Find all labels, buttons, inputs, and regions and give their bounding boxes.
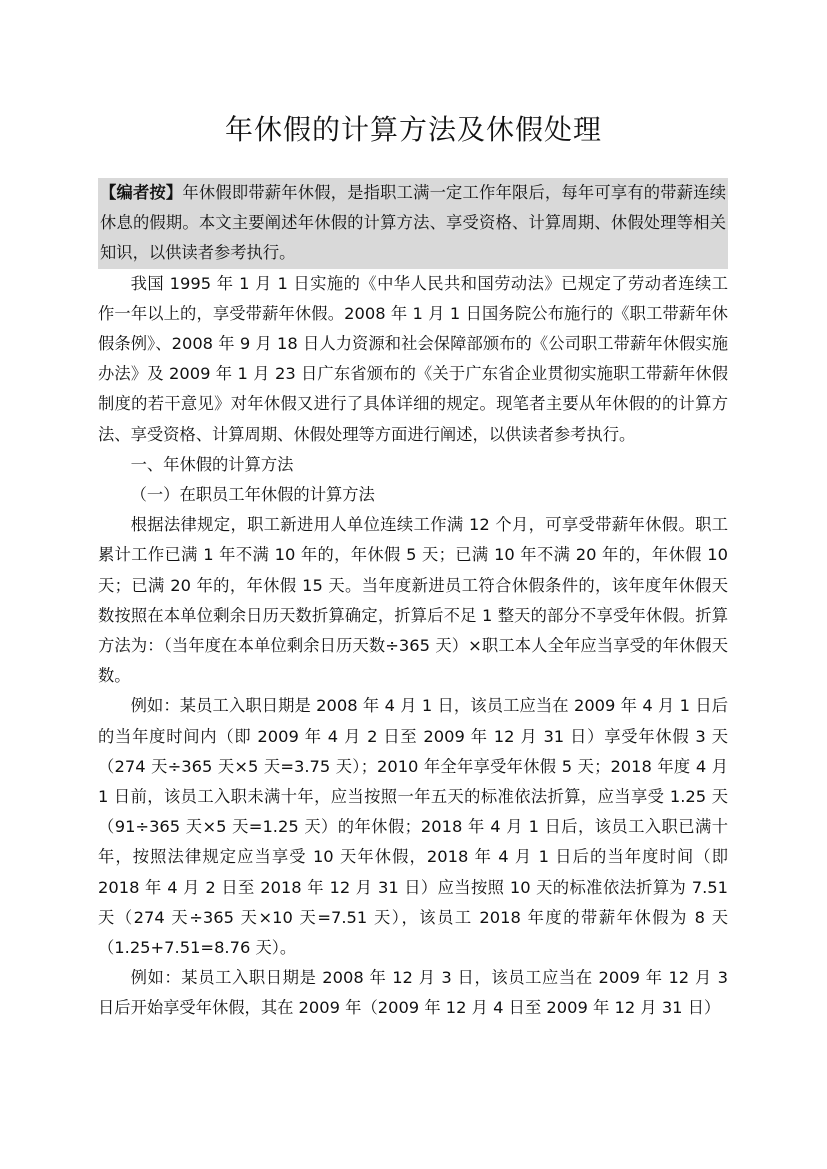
paragraph-intro: 我国 1995 年 1 月 1 日实施的《中华人民共和国劳动法》已规定了劳动者连续工作一年以上的，享受带薪年休假。2008 年 1 月 1 日国务院公布施行的《职工带薪年休假条例》、2008 年 9 月 18 日人力资源和社会保障部颁布的《公司职工带薪年休假实施办法》及 2009 年 1 月 23 日广东省颁布的《关于广东省企业贯彻实施职工带薪年休假制度的若干意见》对年休假又进行了具体详细的规定。现笔者主要从年休假的的计算方法、享受资格、计算周期、休假处理等方面进行阐述，以供读者参考执行。 — [98, 273, 728, 444]
section-heading-1: 一、年休假的计算方法 — [130, 454, 294, 474]
editor-note — [98, 178, 728, 269]
document-title: 年休假的计算方法及休假处理 — [224, 113, 602, 146]
subsection-heading-1: （一）在职员工年休假的计算方法 — [130, 485, 375, 505]
editor-note-tag: 【编者按】 — [100, 183, 183, 202]
document-body — [98, 178, 728, 1024]
editor-note-text: 年休假即带薪年休假，是指职工满一定工作年限后，每年可享有的带薪连续休息的假期。本文主要阐述年休假的计算方法、享受资格、计算周期、休假处理等相关知识，以供读者参考执行。 — [100, 183, 726, 263]
paragraph-rules: 根据法律规定，职工新进用人单位连续工作满 12 个月，可享受带薪年休假。职工累计工作已满 1 年不满 10 年的，年休假 5 天；已满 10 年不满 20 年的，年休假 10 天；已满 20 年的，年休假 15 天。当年度新进员工符合休假条件的，该年度年休假天数按照在本单位剩余日历天数折算确定，折算后不足 1 整天的部分不享受年休假。折算方法为：（当年度在本单位剩余日历天数÷365 天）×职工本人全年应当享受的年休假天数。 — [98, 515, 728, 686]
paragraph-example-2: 例如：某员工入职日期是 2008 年 12 月 3 日，该员工应当在 2009 年 12 月 3 日后开始享受年休假，其在 2009 年（2009 年 12 月 4 日至 2009 年 12 月 31 日） — [98, 968, 728, 1018]
paragraph-example-1: 例如：某员工入职日期是 2008 年 4 月 1 日，该员工应当在 2009 年 4 月 1 日后的当年度时间内（即 2009 年 4 月 2 日至 2009 年 12 月 31 日）享受年休假 3 天（274 天÷365 天×5 天=3.75 天）；2010 年全年享受年休假 5 天；2018 年度 4 月 1 日前，该员工入职未满十年，应当按照一年五天的标准依法折算，应当享受 1.25 天（91÷365 天×5 天=1.25 天）的年休假；2018 年 4 月 1 日后，该员工入职已满十年，按照法律规定应当享受 10 天年休假，2018 年 4 月 1 日后的当年度时间（即 2018 年 4 月 2 日至 2018 年 12 月 31 日）应当按照 10 天的标准依法折算为 7.51 天（274 天÷365 天×10 天=7.51 天），该员工 2018 年度的带薪年休假为 8 天（1.25+7.51=8.76 天）。 — [98, 696, 728, 958]
